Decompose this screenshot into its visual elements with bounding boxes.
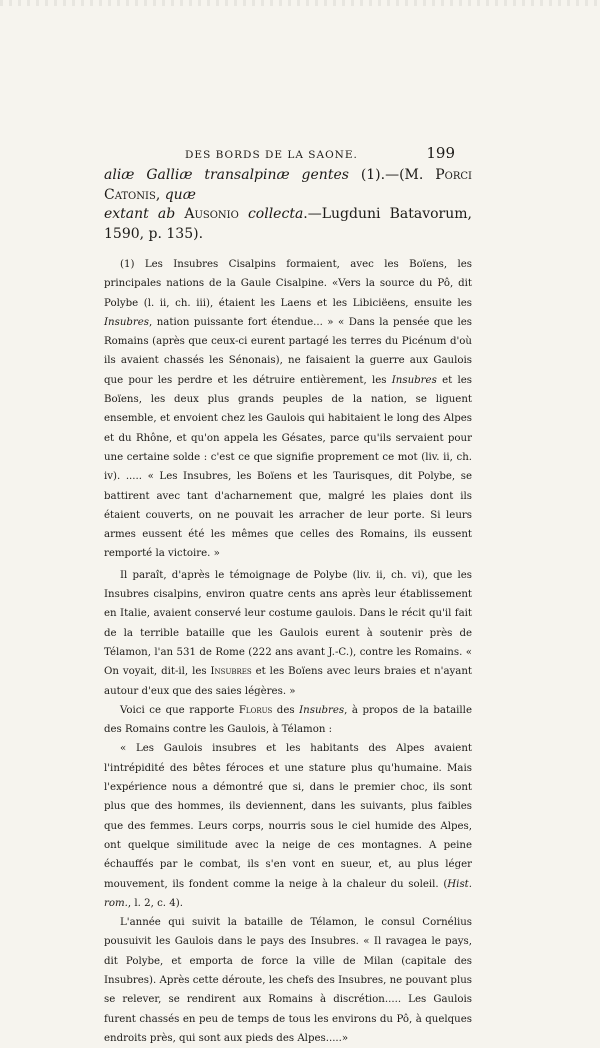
italic-text: Insubres xyxy=(391,374,437,386)
italic-text: Insubres xyxy=(104,316,150,328)
italic-text: Hist. rom. xyxy=(104,878,472,909)
continuation-text xyxy=(104,166,472,244)
text-run: et les Boïens, les deux plus grands peuples de la nation, se liguent ensemble, et envoient chez les Gaulois qui habitaient le long des Alpes et du Rhône, et qu'on appela les Gésates, parce qu'ils servaient pour une certaine solde : c'est ce que signifie proprement ce mot (liv. ii, ch. iv). ..... « Les Insubres, les Boïens et les Taurisques, dit Polybe, se battirent avec tant d'acharnement que, malgré les plaies dont ils étaient couverts, on ne pouvait les arracher de leur porte. Si leurs armes eussent été les mêmes que celles des Romains, ils eussent remporté la victoire. » xyxy=(104,374,472,560)
page-number: 199 xyxy=(426,144,455,162)
text-run: Il paraît, d'après le témoignage de Polybe (liv. ii, ch. vi), que les Insubres cisalpins, environ quatre cents ans après leur établissement en Italie, avaient conservé leur costume gaulois. Dans le récit qu'il fait de la terrible bataille que les Gaulois eurent à soutenir près de Télamon, l'an 531 de Rome (222 ans avant J.-C.), contre les Romains. « On voyait, dit-il, les xyxy=(104,569,472,678)
text-run: , à propos de la bataille des Romains contre les Gaulois, à Télamon : xyxy=(104,704,472,736)
smallcaps-text: Florus xyxy=(238,704,273,716)
smallcaps-text: Insubres xyxy=(210,666,252,678)
text-run: « Les Gaulois insubres et les habitants des Alpes avaient l'intrépidité des bêtes féroces et une stature plus qu'humaine. Mais l'expérience nous a démontré que si, dans le premier choc, ils sont plus que des hommes, ils deviennent, dans les suivants, plus faibles que des femmes. Leurs corps, nourris sous le ciel humide des Alpes, ont quelque similitude avec la neige de ces montagnes. A peine échauffés par le combat, ils s'en vont en sueur, et, au plus léger mouvement, ils fondent comme la neige à la chaleur du soleil. ( xyxy=(104,743,472,890)
continuation-italic-text: collecta xyxy=(238,206,304,222)
text-run: , l. 2, c. 4). xyxy=(127,897,183,909)
italic-text: Insubres xyxy=(299,704,345,716)
continuation-text-part: (1).—(M. xyxy=(348,167,436,183)
text-run: des xyxy=(272,704,300,716)
text-run: , nation puissante fort étendue... » « Dans la pensée que les Romains (après que ceux-ci eurent partagé les terres du Picénum d'où ils avaient chassés les Sénonais), ne faisaient la guerre aux Gaulois que pour les perdre et les détruire entièrement, les xyxy=(104,316,472,386)
text-run: et les Boïens avec leurs braies et n'ayant autour d'eux que des saies légères. » xyxy=(104,666,472,697)
scan-edge xyxy=(0,0,600,6)
footnote-paragraph xyxy=(104,913,472,1048)
text-run: L'année qui suivit la bataille de Télamon, le consul Cornélius pousuivit les Gaulois dans le pays des Insubres. « Il ravagea le pays, dit Polybe, et emporta de force la ville de Milan (capitale des Insubres). Après cette déroute, les chefs des Insubres, ne pouvant plus se relever, se rendirent aux Romains à discrétion..... Les Gaulois furent chassés en peu de temps de tous les environs du Pô, à quelques endroits près, qui sont aux pieds des Alpes.....» xyxy=(104,917,472,1044)
continuation-italic-text: aliæ Galliæ transalpinæ gentes xyxy=(104,167,349,183)
footnote-paragraph xyxy=(104,701,472,740)
footnote-paragraph xyxy=(104,255,472,564)
footnote-block xyxy=(104,255,472,1048)
continuation-text-part: , xyxy=(155,186,165,203)
footnote-paragraph xyxy=(104,739,472,913)
text-run: Voici ce que rapporte xyxy=(120,704,239,716)
footnote-paragraph xyxy=(104,566,472,701)
continuation-smallcaps-text: Ausonio xyxy=(184,206,239,222)
continuation-smallcaps-text: Porci Catonis xyxy=(104,167,472,203)
text-run: (1) Les Insubres Cisalpins formaient, avec les Boïens, les principales nations de la Gaule Cisalpine. «Vers la source du Pô, dit Polybe (l. ii, ch. iii), étaient les Laens et les Libiciëens, ensuite les xyxy=(104,259,472,309)
continuation-text-part: .—Lugduni Batavorum, 1590, p. 135). xyxy=(104,206,472,242)
continuation-italic-text: extant ab xyxy=(104,206,185,222)
running-head: DES BORDS DE LA SAONE. xyxy=(185,149,358,161)
continuation-italic-text: quæ xyxy=(164,186,196,203)
